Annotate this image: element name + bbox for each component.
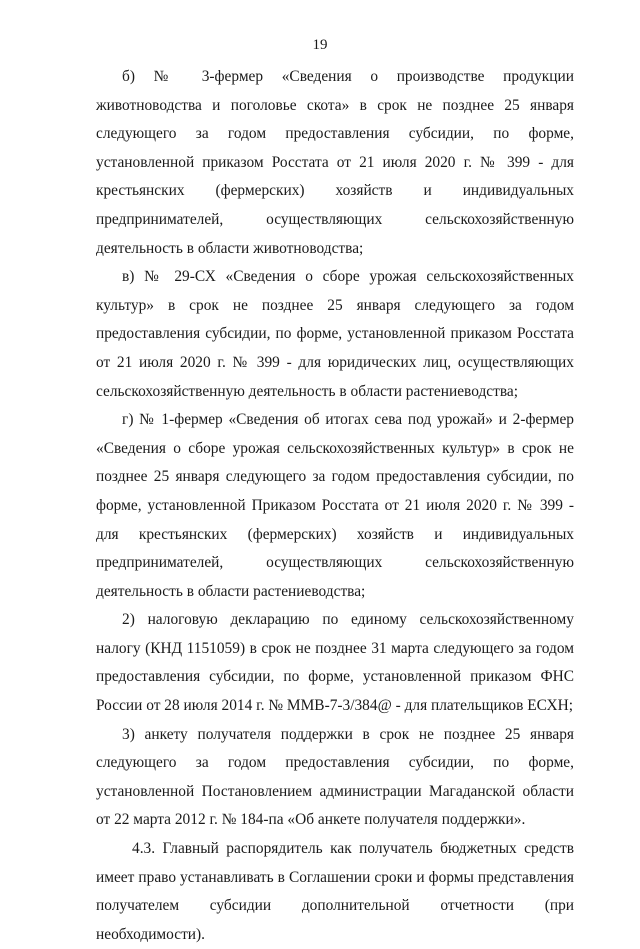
paragraph-4-3-additional-reporting: 4.3. Главный распорядитель как получатель бюджетных средств имеет право устанавливать в Соглашении сроки и формы представления получателем субсидии дополнительной отчетности (при необходимости). (96, 840, 574, 943)
paragraph-b-3-fermer: б) № 3-фермер «Сведения о производстве продукции животноводства и поголовье скота» в срок не позднее 25 января следующего за годом предоставления субсидии, по форме, установленной приказом Росстата от 21 июля 2020 г. № 399 - для крестьянских (фермерских) хозяйств и индивидуальных предпринимателей, осуществляющих сельскохозяйственную деятельность в области животноводства; (96, 68, 574, 257)
page-number: 19 (312, 37, 328, 53)
paragraph-g-1-fermer: г) № 1-фермер «Сведения об итогах сева под урожай» и 2-фермер «Сведения о сборе урожая сельскохозяйственных культур» в срок не позднее 25 января следующего за годом предоставления субсидии, по форме, установленной Приказом Росстата от 21 июля 2020 г. № 399 - для крестьянских (фермерских) хозяйств и индивидуальных предпринимателей, осуществляющих сельскохозяйственную деятельность в области растениеводства; (96, 411, 574, 600)
document-body (96, 63, 574, 949)
paragraph-3-recipient-questionnaire: 3) анкету получателя поддержки в срок не позднее 25 января следующего за годом предоставления субсидии, по форме, установленной Постановлением администрации Магаданской области от 22 марта 2012 г. № 184-па «Об анкете получателя поддержки». (96, 725, 574, 829)
paragraph-v-29-sh: в) № 29-СХ «Сведения о сборе урожая сельскохозяйственных культур» в срок не позднее 25 января следующего за годом предоставления субсидии, по форме, установленной приказом Росстата от 21 июля 2020 г. № 399 - для юридических лиц, осуществляющих сельскохозяйственную деятельность в области растениеводства; (96, 268, 574, 400)
paragraph-2-tax-declaration: 2) налоговую декларацию по единому сельскохозяйственному налогу (КНД 1151059) в срок не позднее 31 марта следующего за годом предоставления субсидии, по форме, установленной приказом ФНС России от 28 июля 2014 г. № ММВ-7-3/384@ - для плательщиков ЕСХН; (96, 611, 574, 715)
